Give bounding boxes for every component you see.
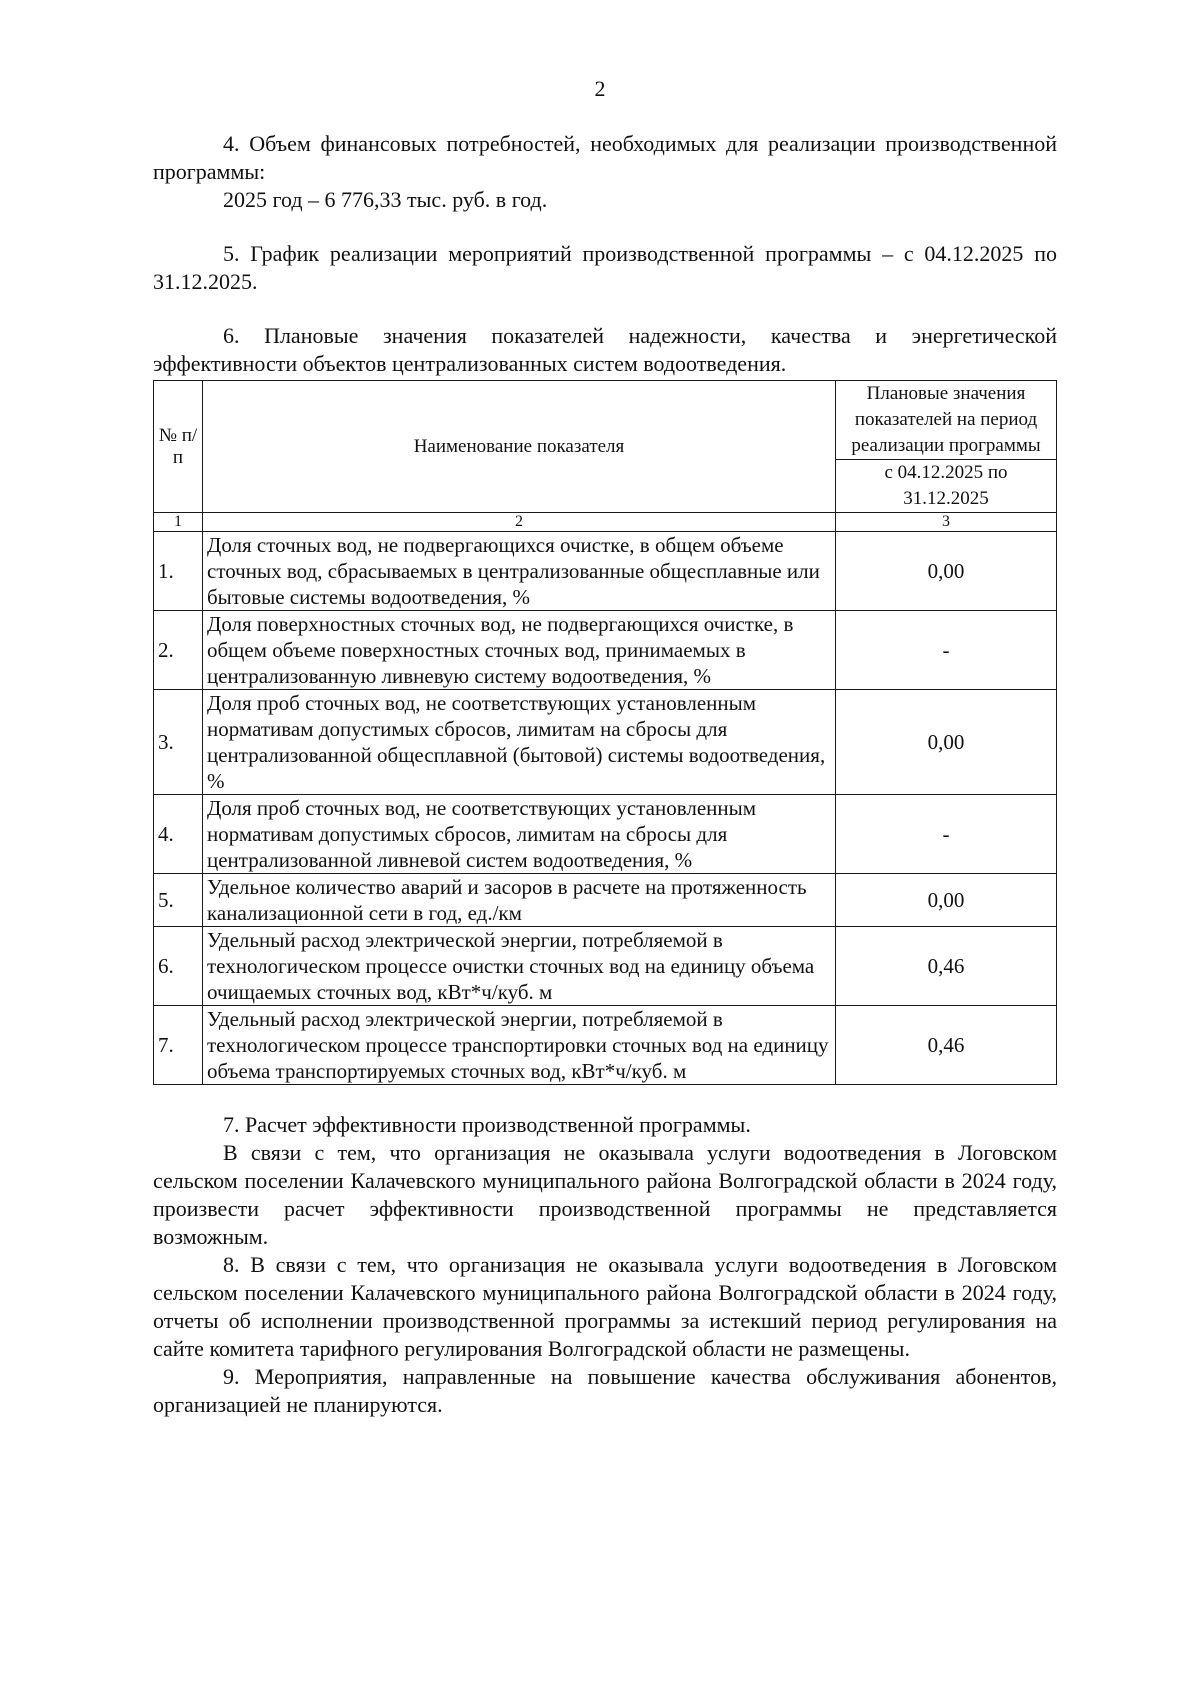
document-body [153, 130, 1057, 1419]
section-7-title: 7. Расчет эффективности производственной программы. [223, 1112, 751, 1137]
table-row [154, 611, 1057, 690]
row-number: 7. [154, 1006, 203, 1085]
section-9-text: 9. Мероприятия, направленные на повышение качества обслуживания абонентов, организацией не планируются. [153, 1364, 1057, 1417]
header-number: № п/п [154, 381, 203, 513]
indicator-value: 0,46 [836, 927, 1057, 1006]
indicator-name: Удельный расход электрической энергии, потребляемой в технологическом процессе очистки сточных вод на единицу объема очищаемых сточных вод, кВт*ч/куб. м [203, 927, 836, 1006]
header-period: с 04.12.2025 по 31.12.2025 [836, 460, 1057, 513]
row-number: 2. [154, 611, 203, 690]
indicator-name: Доля проб сточных вод, не соответствующих установленным нормативам допустимых сбросов, лимитам на сбросы для централизованной ливневой систем водоотведения, % [203, 795, 836, 874]
section-8-text: 8. В связи с тем, что организация не оказывала услуги водоотведения в Логовском сельском поселении Калачевского муниципального района Волгоградской области в 2024 году, отчеты об исполнении производственной программы за истекший период регулирования на сайте комитета тарифного регулирования Волгоградской области не размещены. [153, 1252, 1057, 1361]
header-indicator-name: Наименование показателя [203, 381, 836, 513]
indicator-value: 0,46 [836, 1006, 1057, 1085]
indicators-table [153, 380, 1057, 1085]
indicator-name: Удельный расход электрической энергии, потребляемой в технологическом процессе транспортировки сточных вод на единицу объема транспортируемых сточных вод, кВт*ч/куб. м [203, 1006, 836, 1085]
table-row [154, 874, 1057, 927]
header-planned-values: Плановые значения показателей на период реализации программы [836, 381, 1057, 460]
section-4-value: 2025 год – 6 776,33 тыс. руб. в год. [223, 187, 548, 212]
section-7-text: В связи с тем, что организация не оказывала услуги водоотведения в Логовском сельском поселении Калачевского муниципального района Волгоградской области в 2024 году, произвести расчет эффективности производственной программы не представляется возможным. [153, 1140, 1057, 1249]
indicator-name: Доля проб сточных вод, не соответствующих установленным нормативам допустимых сбросов, лимитам на сбросы для централизованной общесплавной (бытовой) системы водоотведения, % [203, 690, 836, 795]
indicator-value: - [836, 795, 1057, 874]
indicator-value: 0,00 [836, 874, 1057, 927]
row-number: 6. [154, 927, 203, 1006]
column-index-1: 1 [154, 513, 203, 532]
column-index-3: 3 [836, 513, 1057, 532]
row-number: 1. [154, 532, 203, 611]
indicator-value: 0,00 [836, 690, 1057, 795]
table-row [154, 795, 1057, 874]
section-6-title: 6. Плановые значения показателей надежности, качества и энергетической эффективности объектов централизованных систем водоотведения. [153, 323, 1057, 376]
row-number: 4. [154, 795, 203, 874]
indicator-value: - [836, 611, 1057, 690]
table-row [154, 690, 1057, 795]
section-5-schedule: 5. График реализации мероприятий производственной программы – с 04.12.2025 по 31.12.2025. [153, 241, 1057, 294]
column-index-2: 2 [203, 513, 836, 532]
indicator-name: Удельное количество аварий и засоров в расчете на протяженность канализационной сети в год, ед./км [203, 874, 836, 927]
page-number: 2 [594, 76, 606, 101]
table-row [154, 532, 1057, 611]
indicator-value: 0,00 [836, 532, 1057, 611]
row-number: 5. [154, 874, 203, 927]
indicator-name: Доля поверхностных сточных вод, не подвергающихся очистке, в общем объеме поверхностных сточных вод, принимаемых в централизованную ливневую систему водоотведения, % [203, 611, 836, 690]
row-number: 3. [154, 690, 203, 795]
table-row [154, 1006, 1057, 1085]
table-row [154, 927, 1057, 1006]
indicator-name: Доля сточных вод, не подвергающихся очистке, в общем объеме сточных вод, сбрасываемых в централизованные общесплавные или бытовые системы водоотведения, % [203, 532, 836, 611]
section-4-title: 4. Объем финансовых потребностей, необходимых для реализации производственной программы: [153, 131, 1057, 184]
column-index-row [154, 513, 1057, 532]
